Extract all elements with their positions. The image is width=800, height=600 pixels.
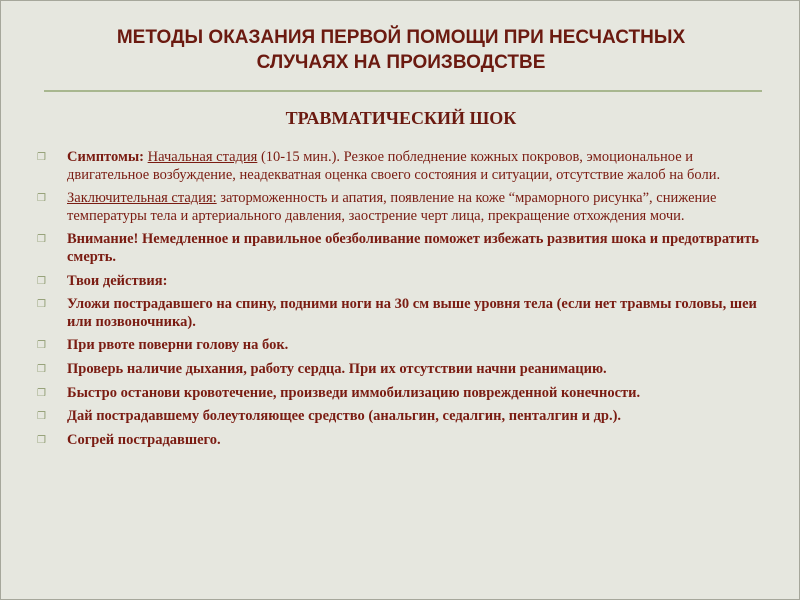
action-text: Дай пострадавшему болеутоляющее средство (анальгин, седалгин, пенталгин и др.). — [67, 408, 622, 425]
action-text: При рвоте поверни голову на бок. — [67, 337, 289, 354]
bullet-list — [37, 149, 777, 455]
list-item-action — [37, 432, 777, 450]
list-item-action — [37, 385, 777, 403]
actions-heading: Твои действия: — [67, 272, 168, 289]
symptoms-text: (10-15 мин.). Резкое побледнение кожных покровов, эмоциональное и двигательное возбуждение, неадекватная оценка своего состояния и ситуации, отсутствие жалоб на боли. — [67, 149, 721, 183]
hollow-square-bullet-icon: ❒ — [37, 387, 46, 399]
list-item-actions-heading — [37, 273, 777, 291]
list-item-action — [37, 361, 777, 379]
hollow-square-bullet-icon: ❒ — [37, 299, 46, 311]
hollow-square-bullet-icon: ❒ — [37, 434, 46, 446]
list-item-warning — [37, 231, 777, 266]
slide-title — [41, 25, 761, 75]
hollow-square-bullet-icon: ❒ — [37, 275, 46, 287]
hollow-square-bullet-icon: ❒ — [37, 340, 46, 352]
list-item-action — [37, 408, 777, 426]
list-item-action — [37, 296, 777, 331]
hollow-square-bullet-icon: ❒ — [37, 411, 46, 423]
slide-title-line-2: СЛУЧАЯХ НА ПРОИЗВОДСТВЕ — [256, 52, 546, 73]
list-item-final-stage — [37, 190, 777, 225]
title-divider — [44, 90, 762, 92]
initial-stage-label: Начальная стадия — [147, 149, 258, 165]
final-stage-label: Заключительная стадия: — [67, 190, 217, 207]
section-subtitle: ТРАВМАТИЧЕСКИЙ ШОК — [285, 108, 517, 128]
hollow-square-bullet-icon: ❒ — [37, 193, 46, 205]
action-text: Согрей пострадавшего. — [67, 431, 221, 448]
action-text: Проверь наличие дыхания, работу сердца. При их отсутствии начни реанимацию. — [67, 360, 607, 377]
hollow-square-bullet-icon: ❒ — [37, 363, 46, 375]
list-item-symptoms — [37, 149, 777, 184]
action-text: Уложи пострадавшего на спину, подними ноги на 30 см выше уровня тела (если нет травмы головы, шеи или позвоночника). — [67, 296, 757, 330]
final-stage-text: заторможенность и апатия, появление на коже “мраморного рисунка”, снижение температуры тела и артериального давления, заострение черт лица, прекращение отхождения мочи. — [67, 190, 717, 224]
hollow-square-bullet-icon: ❒ — [37, 234, 46, 246]
action-text: Быстро останови кровотечение, произведи иммобилизацию поврежденной конечности. — [67, 384, 641, 401]
hollow-square-bullet-icon: ❒ — [37, 152, 46, 163]
symptoms-label: Симптомы: — [67, 149, 148, 165]
slide-title-line-1: МЕТОДЫ ОКАЗАНИЯ ПЕРВОЙ ПОМОЩИ ПРИ НЕСЧАСТНЫХ — [116, 27, 686, 48]
warning-text: Внимание! Немедленное и правильное обезболивание поможет избежать развития шока и предотвратить смерть. — [67, 231, 759, 265]
list-item-action — [37, 337, 777, 355]
